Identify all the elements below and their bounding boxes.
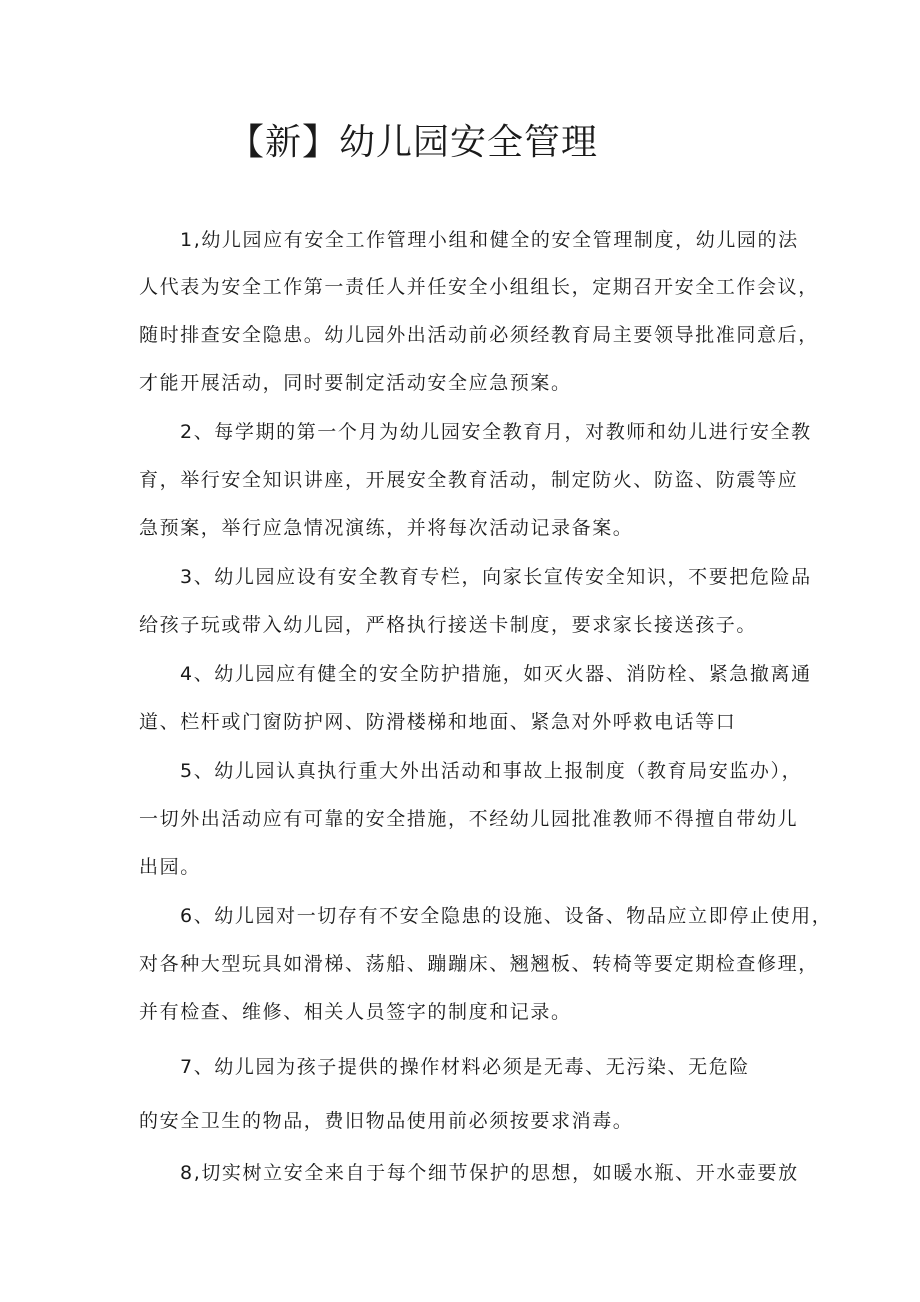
document-title: 【新】幼儿园安全管理 [228,122,599,163]
paragraph-7-line-2: 的安全卫生的物品，费旧物品使用前必须按要求消毒。 [139,1110,634,1132]
paragraph-1-line-4: 才能开展活动，同时要制定活动安全应急预案。 [139,372,572,394]
paragraph-6-line-3: 并有检查、维修、相关人员签字的制度和记录。 [139,1001,572,1023]
paragraph-4-line-1: 4、幼儿园应有健全的安全防护措施，如灭火器、消防栓、紧急撤离通 [180,663,812,685]
paragraph-8-line-1: 8,切实树立安全来自于每个细节保护的思想，如暖水瓶、开水壶要放 [180,1162,799,1184]
paragraph-2-line-3: 急预案，举行应急情况演练，并将每次活动记录备案。 [139,517,634,539]
paragraph-4-line-2: 道、栏杆或门窗防护网、防滑楼梯和地面、紧急对外呼救电话等口 [139,711,737,733]
paragraph-6-line-1: 6、幼儿园对一切存有不安全隐患的设施、设备、物品应立即停止使用， [180,905,833,927]
paragraph-1-line-2: 人代表为安全工作第一责任人并任安全小组组长，定期召开安全工作会议， [139,276,819,298]
paragraph-1-line-1: 1,幼儿园应有安全工作管理小组和健全的安全管理制度，幼儿园的法 [180,229,799,251]
paragraph-6-line-2: 对各种大型玩具如滑梯、荡船、蹦蹦床、翘翘板、转椅等要定期检查修理， [139,953,819,975]
paragraph-3-line-1: 3、幼儿园应设有安全教育专栏，向家长宣传安全知识，不要把危险品 [180,566,812,588]
paragraph-2-line-2: 育，举行安全知识讲座，开展安全教育活动，制定防火、防盗、防震等应 [139,469,799,491]
paragraph-2-line-1: 2、每学期的第一个月为幼儿园安全教育月，对教师和幼儿进行安全教 [180,421,812,443]
paragraph-7-line-1: 7、幼儿园为孩子提供的操作材料必须是无毒、无污染、无危险 [180,1056,750,1078]
paragraph-5-line-2: 一切外出活动应有可靠的安全措施，不经幼儿园批准教师不得擅自带幼儿 [139,808,799,830]
paragraph-5-line-1: 5、幼儿园认真执行重大外出活动和事故上报制度（教育局安监办）， [180,760,803,782]
paragraph-3-line-2: 给孩子玩或带入幼儿园，严格执行接送卡制度，要求家长接送孩子。 [139,614,758,636]
paragraph-1-line-3: 随时排查安全隐患。幼儿园外出活动前必须经教育局主要领导批准同意后， [139,324,819,346]
paragraph-5-line-3: 出园。 [139,856,201,878]
